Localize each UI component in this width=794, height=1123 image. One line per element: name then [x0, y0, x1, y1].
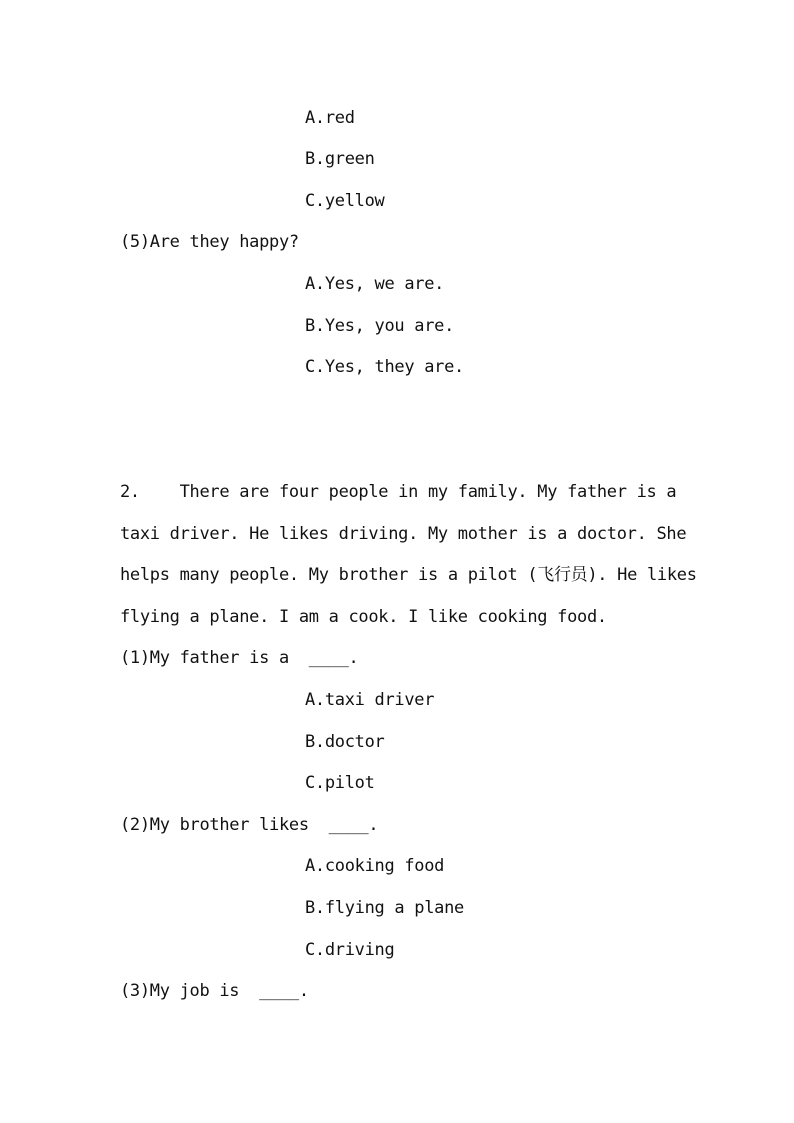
option-b: B.green	[305, 149, 375, 169]
passage-2-line-4: flying a plane. I am a cook. I like cooking food.	[120, 607, 607, 627]
option-a: A.red	[305, 108, 355, 128]
passage-2-question-1-option-a: A.taxi driver	[305, 690, 435, 710]
passage-2-question-3: (3)My job is ____.	[120, 981, 309, 1001]
passage-2-question-1: (1)My father is a ____.	[120, 648, 359, 668]
passage-2-question-2-option-a: A.cooking food	[305, 856, 445, 876]
passage-2-question-1-option-c: C.pilot	[305, 773, 375, 793]
question-5-option-a: A.Yes, we are.	[305, 274, 445, 294]
passage-2-question-1-option-b: B.doctor	[305, 732, 385, 752]
question-5-option-b: B.Yes, you are.	[305, 316, 455, 336]
passage-2-line-2: taxi driver. He likes driving. My mother is a doctor. She	[120, 524, 687, 544]
passage-2-line-3: helps many people. My brother is a pilot (飞行员). He likes	[120, 565, 697, 585]
passage-2-question-2-option-c: C.driving	[305, 940, 395, 960]
passage-2-question-2: (2)My brother likes ____.	[120, 815, 379, 835]
question-5-option-c: C.Yes, they are.	[305, 357, 464, 377]
passage-2-question-2-option-b: B.flying a plane	[305, 898, 464, 918]
question-5: (5)Are they happy?	[120, 232, 299, 252]
option-c: C.yellow	[305, 191, 385, 211]
passage-2-line-1: 2. There are four people in my family. My father is a	[120, 482, 677, 502]
